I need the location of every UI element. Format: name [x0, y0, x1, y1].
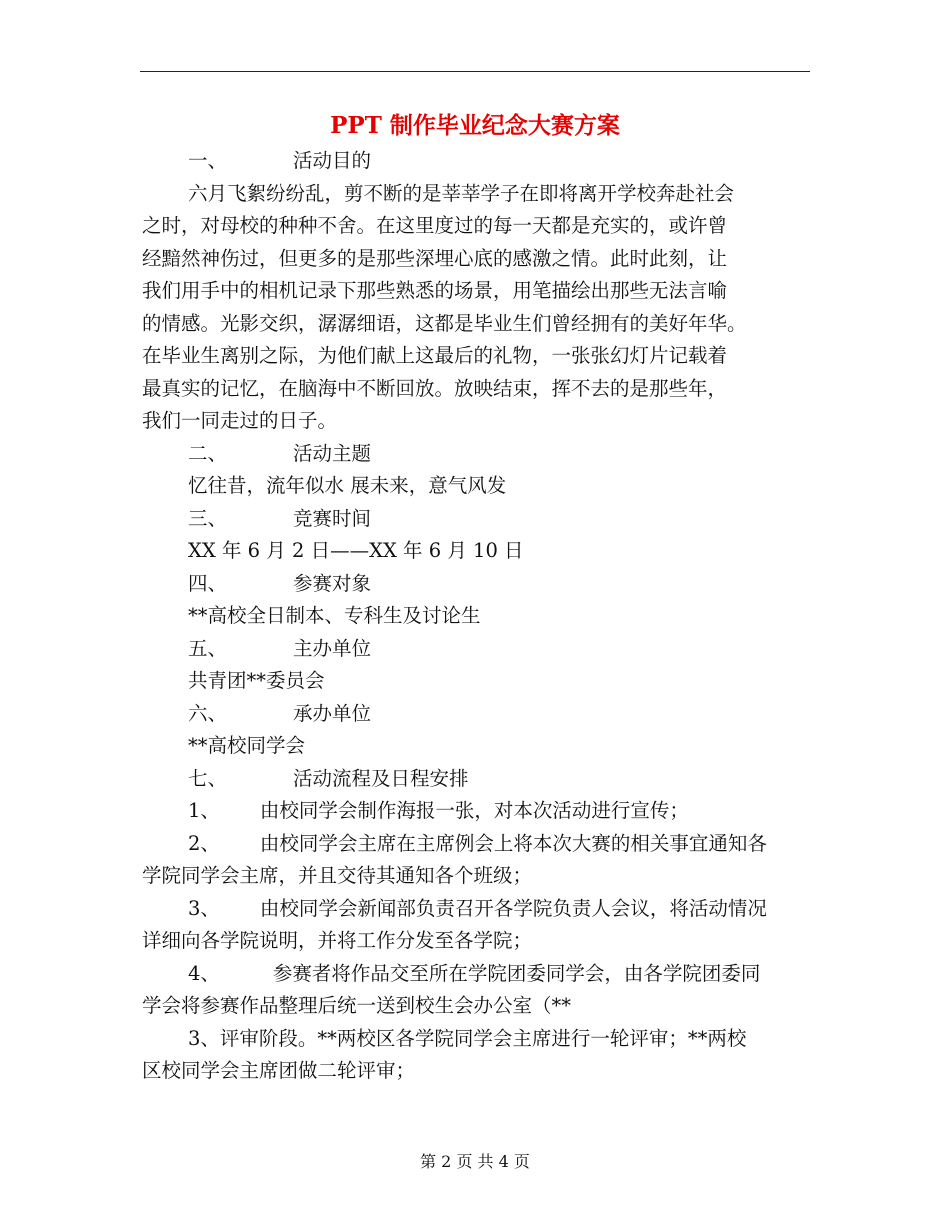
section-heading-2: [142, 438, 810, 471]
section-heading-7: [142, 763, 810, 796]
section-heading-5: [142, 633, 810, 666]
list-item-continuation: 详细向各学院说明，并将工作分发至各学院；: [142, 929, 533, 952]
section-number: 七、: [188, 766, 228, 790]
section-title: 竞赛时间: [293, 506, 372, 530]
section-number: 五、: [188, 636, 228, 660]
list-item-continuation: 区校同学会主席团做二轮评审；: [142, 1059, 416, 1082]
paragraph-line: 在毕业生离别之际，为他们献上这最后的礼物，一张张幻灯片记载着: [142, 344, 728, 367]
document-body: [142, 145, 810, 1088]
section-title: 活动目的: [293, 149, 372, 172]
paragraph-line: 的情感。光影交织，潺潺细语，这都是毕业生们曾经拥有的美好年华。: [142, 311, 747, 335]
paragraph-line: 六月飞絮纷纷乱，剪不断的是莘莘学子在即将离开学校奔赴社会: [188, 181, 735, 205]
section-heading-6: [142, 698, 810, 731]
list-number: 4、: [188, 961, 220, 985]
section-title: 承办单位: [293, 701, 372, 725]
section-title: 活动主题: [293, 441, 372, 465]
header-rule: [140, 71, 810, 72]
section-title: 参赛对象: [293, 571, 372, 595]
paragraph-line: 之时，对母校的种种不舍。在这里度过的每一天都是充实的，或许曾: [142, 214, 728, 237]
list-item: [142, 893, 810, 926]
section-heading-4: [142, 568, 810, 601]
list-text: 由校同学会制作海报一张，对本次活动进行宣传；: [259, 799, 689, 822]
section-text: 忆往昔，流年似水 展未来，意气风发: [188, 474, 507, 497]
list-number: 1、: [188, 799, 220, 822]
list-item: [142, 795, 810, 828]
section-text: XX 年 6 月 2 日——XX 年 6 月 10 日: [188, 539, 524, 562]
section-heading-3: [142, 503, 810, 536]
list-text: 由校同学会新闻部负责召开各学院负责人会议，将活动情况: [259, 896, 767, 920]
section-text: **高校同学会: [188, 734, 306, 757]
section-text: 共青团**委员会: [188, 669, 325, 692]
section-title: 活动流程及日程安排: [293, 766, 469, 790]
list-text: 由校同学会主席在主席例会上将本次大赛的相关事宜通知各: [259, 831, 767, 855]
section-number: 一、: [188, 149, 228, 172]
section-number: 六、: [188, 701, 228, 725]
list-item-continuation: 学院同学会主席，并且交待其通知各个班级；: [142, 864, 533, 887]
section-number: 二、: [188, 441, 228, 465]
section-title: 主办单位: [293, 636, 372, 660]
list-item: [142, 958, 810, 991]
section-heading-1: [142, 145, 810, 178]
paragraph-line: 我们一同走过的日子。: [142, 409, 338, 432]
section-text: **高校全日制本、专科生及讨论生: [188, 604, 481, 627]
page-footer: 第 2 页 共 4 页: [420, 1152, 530, 1171]
list-text: 参赛者将作品交至所在学院团委同学会，由各学院团委同: [272, 961, 761, 985]
section-number: 四、: [188, 571, 228, 595]
list-item: 3、评审阶段。**两校区各学院同学会主席进行一轮评审；**两校: [188, 1026, 747, 1050]
paragraph-line: 最真实的记忆，在脑海中不断回放。放映结束，挥不去的是那些年，: [142, 376, 728, 400]
list-number: 3、: [188, 896, 220, 920]
list-item: [142, 828, 810, 861]
list-number: 2、: [188, 831, 220, 855]
section-number: 三、: [188, 506, 228, 530]
document-title: PPT 制作毕业纪念大赛方案: [330, 112, 620, 139]
paragraph-line: 经黯然神伤过，但更多的是那些深埋心底的感激之情。此时此刻，让: [142, 246, 728, 270]
list-item-continuation: 学会将参赛作品整理后统一送到校生会办公室（**: [142, 994, 572, 1017]
paragraph-line: 我们用手中的相机记录下那些熟悉的场景，用笔描绘出那些无法言喻: [142, 279, 728, 302]
